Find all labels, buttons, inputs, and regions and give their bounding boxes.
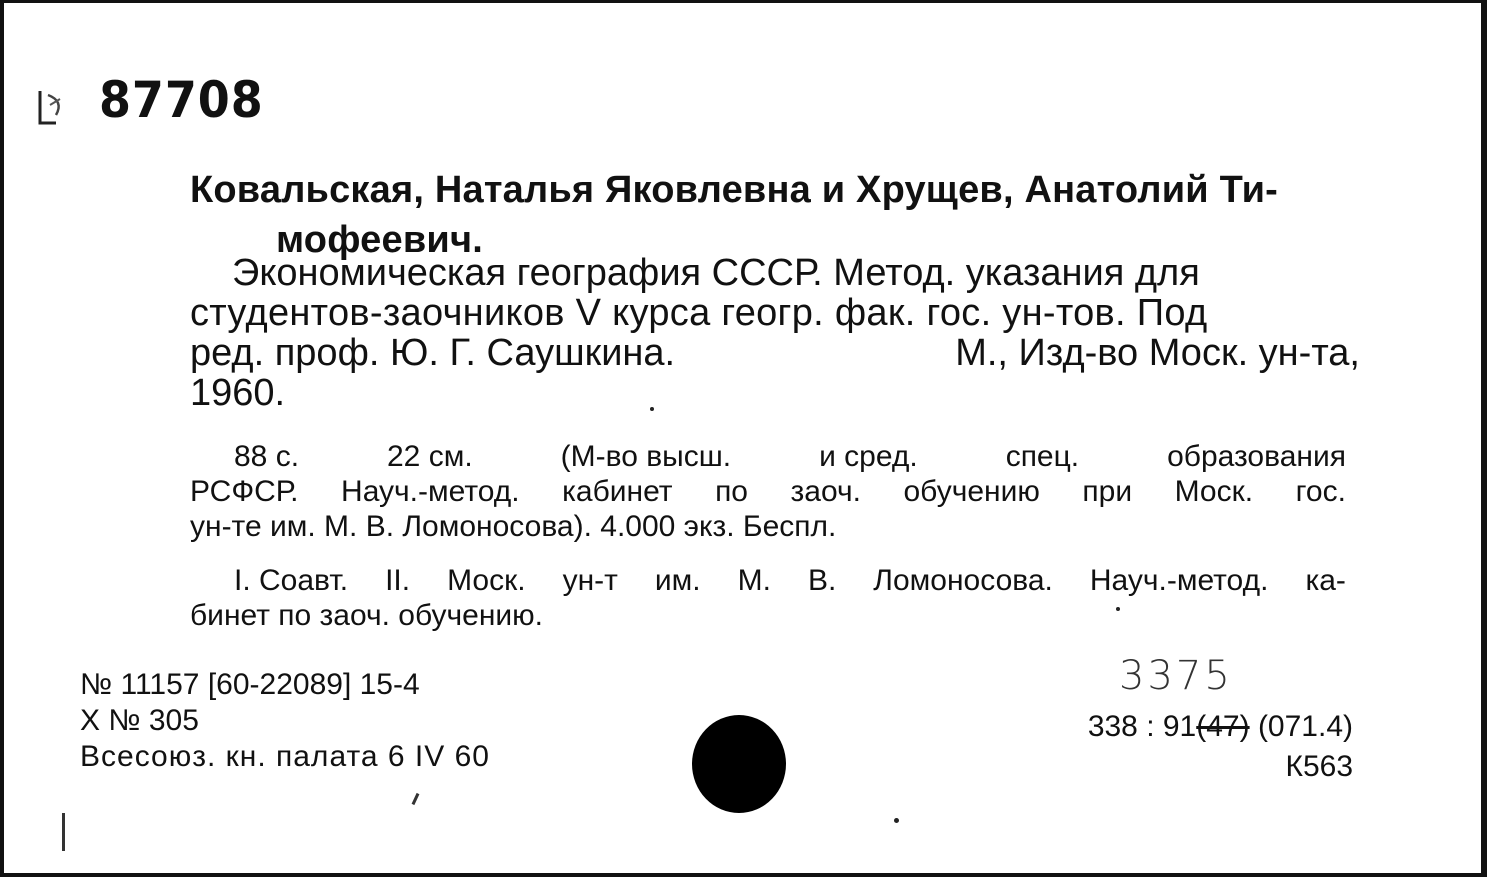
author-heading xyxy=(190,165,1360,265)
call-number: К563 xyxy=(1285,750,1353,783)
collation-line-1 xyxy=(190,439,1346,474)
collation-word: образования xyxy=(1167,440,1346,473)
title-line-3-left: ред. проф. Ю. Г. Саушкина. xyxy=(190,332,676,374)
collation-word: обучению xyxy=(903,475,1040,508)
tracing-word: М. xyxy=(737,564,771,597)
collation-notes xyxy=(190,439,1346,544)
tracings xyxy=(190,563,1346,633)
author-line-1: Ковальская, Наталья Яковлевна и Хрущев, Анатолий Ти- xyxy=(190,169,1278,211)
udc-suffix: (071.4) xyxy=(1249,710,1353,743)
chamber-date: Всесоюз. кн. палата 6 IV 60 xyxy=(80,740,490,773)
udc-index xyxy=(1088,707,1353,747)
udc-prefix: 338 : 91 xyxy=(1087,710,1197,743)
ink-mark xyxy=(412,793,420,805)
ink-speck xyxy=(1116,607,1120,611)
tracing-word: В. xyxy=(807,564,837,597)
tracing-line-1 xyxy=(190,563,1346,598)
order-number: Х № 305 xyxy=(80,704,199,737)
registration-number: № 11157 [60-22089] 15-4 xyxy=(80,668,420,701)
collation-word: заоч. xyxy=(790,475,861,508)
collation-word: 88 с. xyxy=(234,440,300,473)
ink-speck xyxy=(894,818,899,823)
collation-word: кабинет xyxy=(562,475,673,508)
imprint: М., Изд-во Моск. ун-та, xyxy=(955,332,1360,374)
udc-struck: (47) xyxy=(1196,710,1250,743)
handwritten-accession-number: 87708 xyxy=(99,71,264,129)
tracing-word: им. xyxy=(654,564,701,597)
title-statement xyxy=(190,253,1360,413)
collation-word: Моск. xyxy=(1174,475,1254,508)
classification-block xyxy=(1088,707,1353,787)
tracing-word: Науч.-метод. xyxy=(1089,564,1269,597)
collation-word: при xyxy=(1082,475,1133,508)
collation-word: гос. xyxy=(1295,475,1346,508)
tracing-word: Ломоносова. xyxy=(873,564,1053,597)
punch-hole xyxy=(692,715,786,813)
tracing-word: Моск. xyxy=(447,564,526,597)
title-line-3 xyxy=(190,333,1360,373)
tracing-word: ка- xyxy=(1305,564,1346,597)
title-line-1: Экономическая география СССР. Метод. указания для xyxy=(232,252,1200,294)
pencil-number: 3375 xyxy=(1119,653,1233,699)
collation-word: Науч.-метод. xyxy=(341,475,520,508)
collation-word: 22 см. xyxy=(387,440,473,473)
collation-word: и сред. xyxy=(819,440,918,473)
ink-mark xyxy=(62,813,65,851)
author-line-2: мофеевич. xyxy=(276,219,483,261)
ink-speck xyxy=(650,407,654,411)
registration-info xyxy=(80,667,490,775)
collation-word: РСФСР. xyxy=(190,475,299,508)
collation-line-3: ун-те им. М. В. Ломоносова). 4.000 экз. Беспл. xyxy=(190,510,837,543)
collation-word: по xyxy=(715,475,748,508)
tracing-word: I. Соавт. xyxy=(234,564,349,597)
collation-line-2 xyxy=(190,474,1346,509)
tracing-word: II. xyxy=(385,564,411,597)
tracing-word: ун-т xyxy=(562,564,618,597)
publication-year: 1960. xyxy=(190,372,286,414)
tracing-line-2: бинет по заоч. обучению. xyxy=(190,599,543,632)
collation-word: (М-во высш. xyxy=(560,440,732,473)
collation-word: спец. xyxy=(1005,440,1080,473)
title-line-2: студентов-заочников V курса геогр. фак. гос. ун-тов. Под xyxy=(190,292,1208,334)
library-stamp-icon xyxy=(34,85,68,129)
